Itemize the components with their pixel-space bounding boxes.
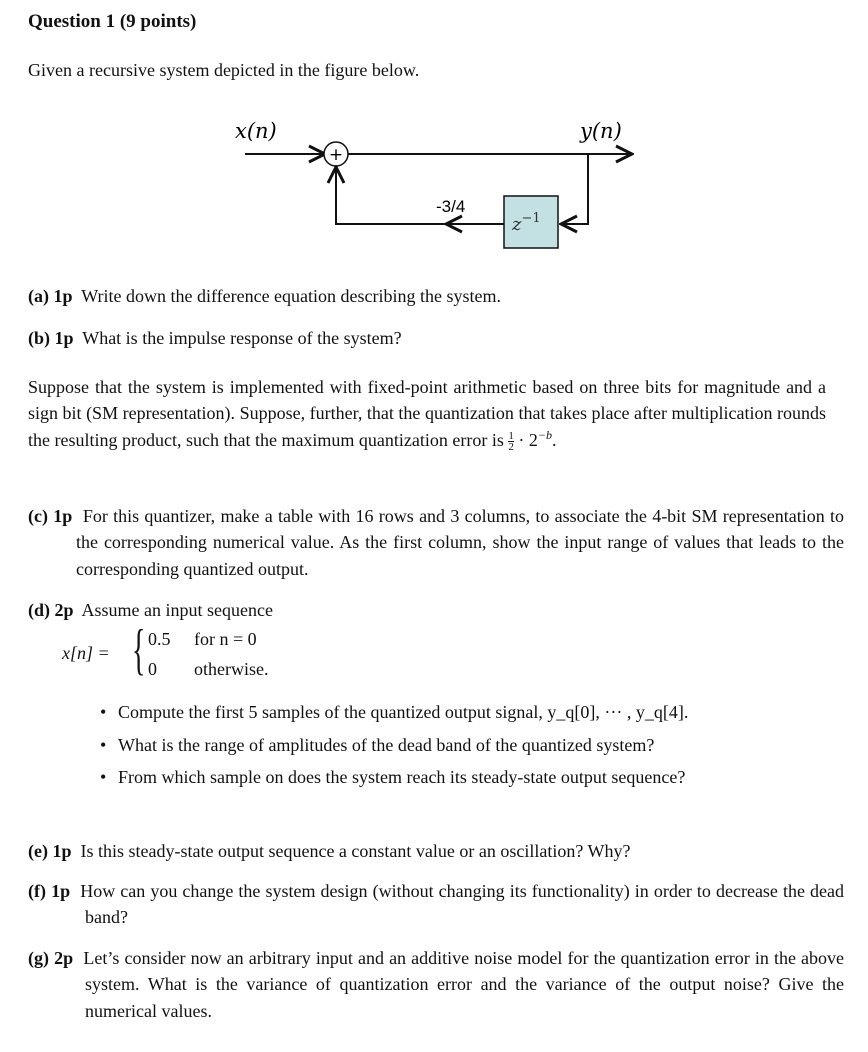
- bullet-item: • Compute the first 5 samples of the quantized output signal, y_q[0], ··· , y_q[4].: [100, 700, 688, 724]
- part-d: (d) 2p Assume an input sequence: [28, 600, 273, 620]
- case-2-condition: otherwise.: [194, 659, 269, 679]
- question-title: Question 1 (9 points): [28, 11, 197, 32]
- gain-label: -3/4: [436, 197, 466, 216]
- case-1-condition: for n = 0: [194, 629, 257, 649]
- fixed-point-paragraph: Suppose that the system is implemented with fixed-point arithmetic based on three bits for magnitude and a sign bit (SM representation). Suppose, further, that the quantization that takes place after multiplication rounds the resulting product, such that the maximum quantization error is $\frac{1}{2}$ · $2^{-b}$.: [28, 377, 826, 453]
- feedback-tap: [563, 154, 588, 224]
- part-e: (e) 1p Is this steady-state output sequence a constant value or an oscillation? Why?: [28, 841, 631, 861]
- part-g: (g) 2p Let’s consider now an arbitrary input and an additive noise model for the quantization error in the above system. What is the variance of quantization error and the variance of the output noise? Give the numerical values.: [28, 948, 845, 1021]
- block-diagram: [220, 110, 640, 260]
- case-2-value: 0: [148, 659, 157, 679]
- bullet-item: • What is the range of amplitudes of the dead band of the quantized system?: [100, 733, 654, 757]
- bullet-item: • From which sample on does the system reach its steady-state output sequence?: [100, 765, 685, 789]
- input-label: x(n): [235, 119, 277, 143]
- output-label: y(n): [580, 119, 622, 143]
- adder-symbol: +: [328, 145, 344, 165]
- part-a: (a) 1p Write down the difference equation describing the system.: [28, 286, 502, 306]
- part-f: (f) 1p How can you change the system design (without changing its functionality) in order to decrease the dead band?: [28, 881, 845, 928]
- delay-label: $z^{-1}$: [512, 211, 541, 235]
- brace: {: [132, 619, 146, 681]
- intro-text: Given a recursive system depicted in the figure below.: [28, 60, 420, 80]
- part-b: (b) 1p What is the impulse response of the system?: [28, 328, 402, 348]
- feedback-return: [336, 169, 450, 224]
- part-c: (c) 1p For this quantizer, make a table with 16 rows and 3 columns, to associate the 4-bit SM representation to the corresponding numerical value. As the first column, show the input range of values that leads to the corresponding quantized output.: [28, 506, 844, 579]
- case-1-value: 0.5: [148, 629, 171, 649]
- input-equation-lhs: x[n] =: [62, 643, 110, 663]
